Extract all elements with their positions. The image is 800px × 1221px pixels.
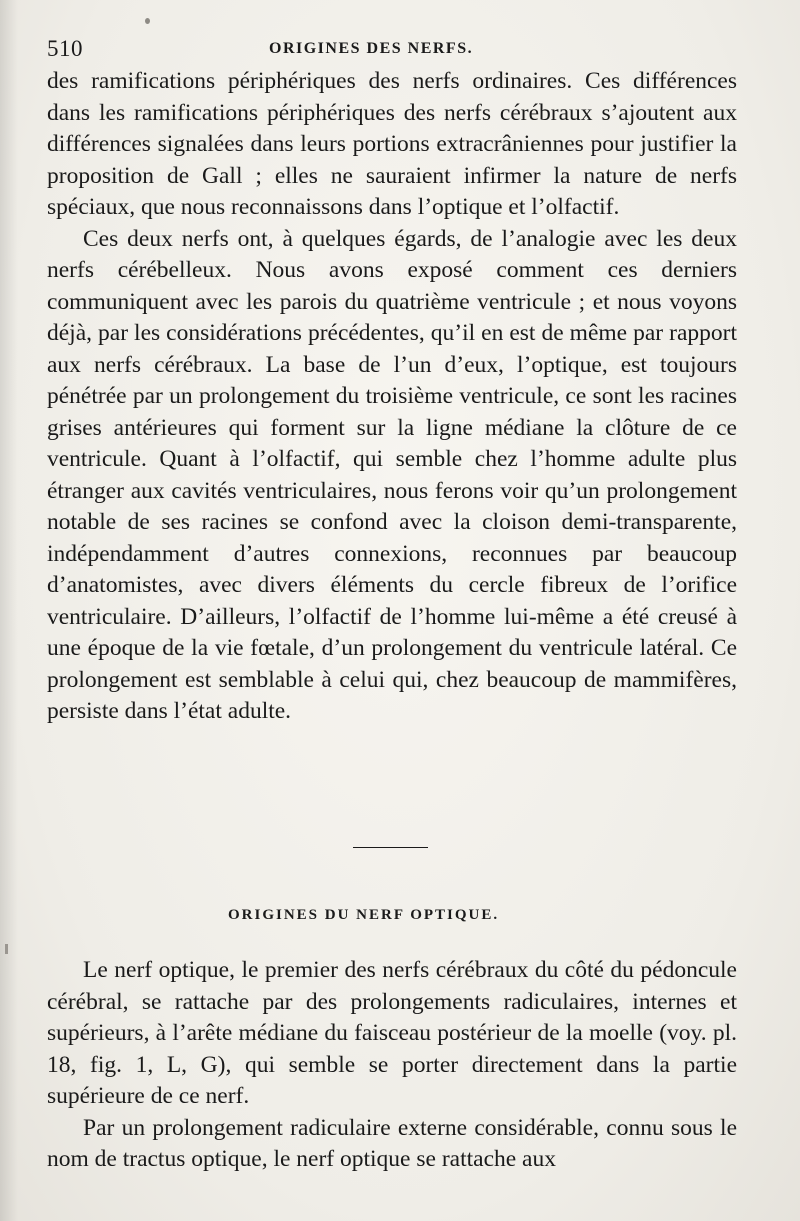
section-body (47, 955, 737, 1176)
section-divider (353, 847, 428, 848)
page-header (47, 36, 747, 66)
body-text (47, 66, 737, 728)
running-head: ORIGINES DES NERFS. (269, 40, 474, 57)
section-paragraph-1: Le nerf optique, le premier des nerfs cérébraux du côté du pédoncule cérébral, se rattache par des prolongements radiculaires, internes et supérieurs, à l’arête médiane du faisceau postérieur de la moelle (voy. pl. 18, fig. 1, L, G), qui semble se porter directement dans la partie supérieure de ce nerf. (47, 957, 737, 1109)
gutter-shadow (0, 0, 18, 1221)
paragraph-2: Ces deux nerfs ont, à quelques égards, de l’analogie avec les deux nerfs cérébelleux. Nous avons exposé comment ces derniers communiquent avec les parois du quatrième ventricule ; et nous voyons déjà, par les considérations précédentes, qu’il en est de même par rapport aux nerfs cérébraux. La base de l’un d’eux, l’optique, est toujours pénétrée par un prolongement du troisième ventricule, ce sont les racines grises antérieures qui forment sur la ligne médiane la clôture de ce ventricule. Quant à l’olfactif, qui semble chez l’homme adulte plus étranger aux cavités ventriculaires, nous ferons voir qu’un prolongement notable de ses racines se confond avec la cloison demi-transparente, indépendamment d’autres connexions, reconnues par beaucoup d’anatomistes, avec divers éléments du cercle fibreux de l’orifice ventriculaire. D’ailleurs, l’olfactif de l’homme lui-même a été creusé à une époque de la vie fœtale, d’un prolongement du ventricule latéral. Ce prolongement est semblable à celui qui, chez beaucoup de mammifères, persiste dans l’état adulte. (47, 225, 737, 724)
section-paragraph-2: Par un prolongement radiculaire externe considérable, connu sous le nom de tractus optique, le nerf optique se rattache aux (47, 1114, 737, 1172)
paragraph-1: des ramifications périphériques des nerfs ordinaires. Ces différences dans les ramifications périphériques des nerfs cérébraux s’ajoutent aux différences signalées dans leurs portions extracrâniennes pour justifier la proposition de Gall ; elles ne sauraient infirmer la nature de nerfs spéciaux, que nous reconnaissons dans l’optique et l’olfactif. (47, 68, 737, 220)
section-heading: ORIGINES DU NERF OPTIQUE. (228, 907, 500, 923)
ink-speck (145, 18, 150, 24)
ink-speck (5, 944, 8, 954)
page-number: 510 (47, 36, 83, 61)
